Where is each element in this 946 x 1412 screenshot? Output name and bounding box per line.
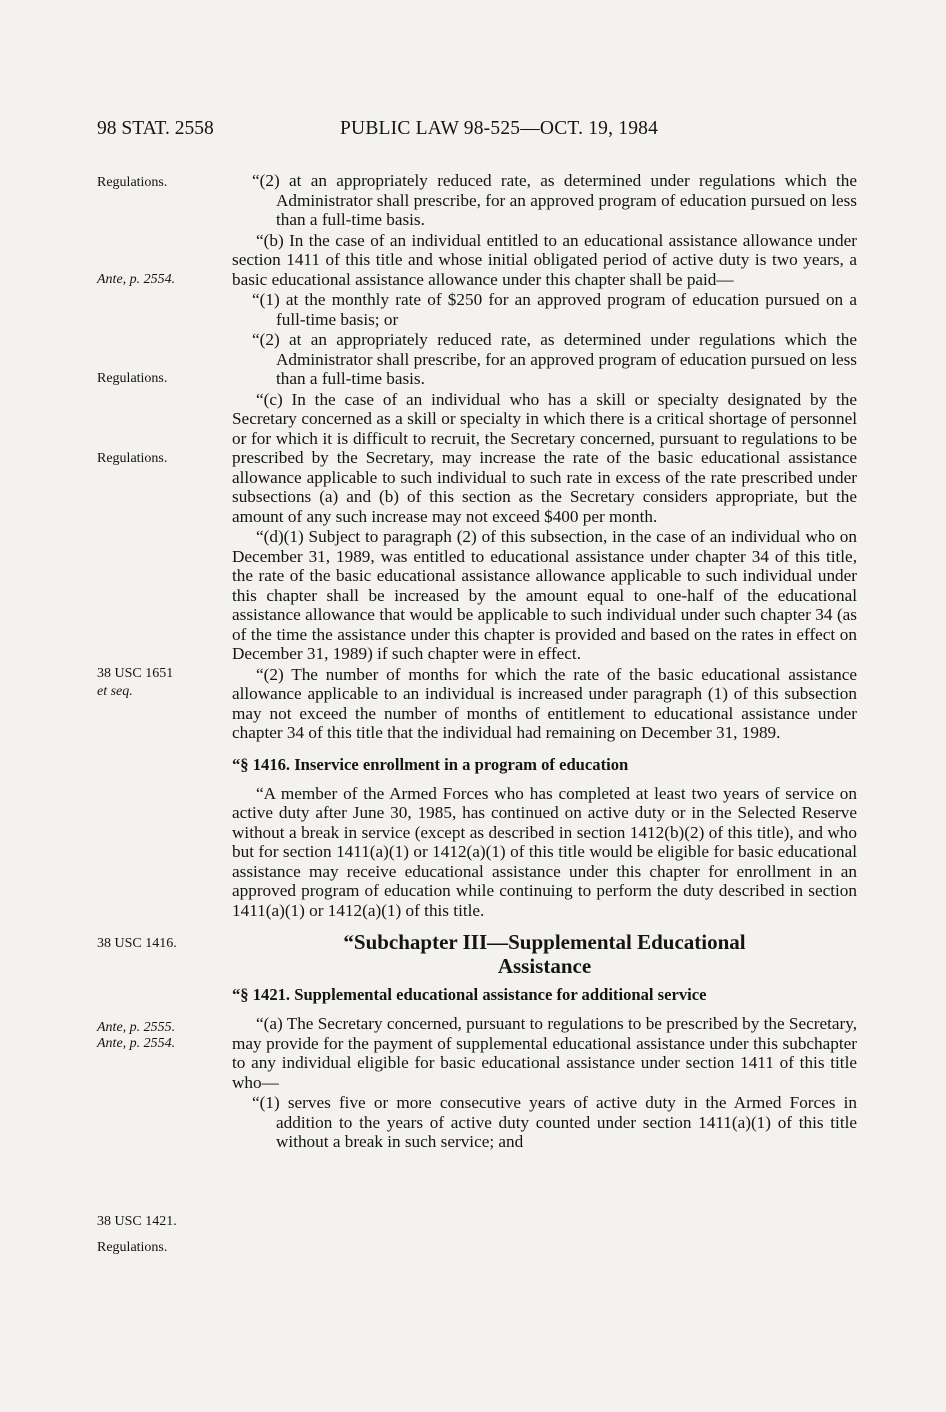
margin-note-et-seq: et seq.	[97, 684, 133, 699]
section-1421-heading: “§ 1421. Supplemental educational assistance for additional service	[232, 985, 707, 1004]
paragraph-d1: “(d)(1) Subject to paragraph (2) of this subsection, in the case of an individual who on December 31, 1989, was entitled to educational assistance under chapter 34 of this title, the rate of the basic educational assistance allowance applicable to such individual under this chapter shall be increased by the amount equal to one-half of the educational assistance allowance that would be applicable to such individual under such chapter 34 (as of the time the assistance under this chapter is provided and based on the rates in effect on December 31, 1989) if such chapter were in effect.	[232, 527, 857, 663]
margin-note-ante-2554: Ante, p. 2554.	[97, 272, 176, 287]
margin-note-regulations: Regulations.	[97, 175, 168, 190]
margin-note-38-usc-1421: 38 USC 1421.	[97, 1214, 177, 1229]
margin-note-regulations: Regulations.	[97, 451, 168, 466]
margin-note-ante-2554: Ante, p. 2554.	[97, 1036, 176, 1051]
law-title: PUBLIC LAW 98-525—OCT. 19, 1984	[340, 118, 659, 139]
paragraph-b2: “(2) at an appropriately reduced rate, as determined under regulations which the Administrator shall prescribe, for an approved program of education pursued on less than a full-time basis.	[252, 330, 857, 388]
margin-note-38-usc-1416: 38 USC 1416.	[97, 936, 177, 951]
paragraph-1416: “A member of the Armed Forces who has completed at least two years of service on active duty after June 30, 1985, has continued on active duty or in the Selected Reserve without a break in service (except as described in section 1412(b)(2) of this title), and who but for section 1411(a)(1) or 1412(a)(1) of this title would be eligible for basic educational assistance may receive educational assistance under this chapter for enrollment in an approved program of education while continuing to perform the duty described in section 1411(a)(1) or 1412(a)(1) of this title.	[232, 783, 857, 920]
paragraph-c: “(c) In the case of an individual who has a skill or specialty designated by the Secretary concerned as a skill or specialty in which there is a critical shortage of personnel or for which it is difficult to recruit, the Secretary concerned, pursuant to regulations to be prescribed by the Secretary, may increase the rate of the basic educational assistance allowance applicable to such individual to such rate in excess of the rate prescribed under subsections (a) and (b) of this section as the Secretary considers appropriate, but the amount of any such increase may not exceed $400 per month.	[232, 389, 857, 526]
margin-note-regulations: Regulations.	[97, 371, 168, 386]
paragraph-b: “(b) In the case of an individual entitled to an educational assistance allowance under section 1411 of this title and whose initial obligated period of active duty is two years, a basic educational assistance allowance under this chapter shall be paid—	[232, 230, 857, 289]
section-1416-heading: “§ 1416. Inservice enrollment in a program of education	[232, 754, 629, 774]
paragraph-a2: “(2) at an appropriately reduced rate, as determined under regulations which the Administrator shall prescribe, for an approved program of education pursued on less than a full-time basis.	[252, 171, 857, 229]
margin-note-38-usc-1651: 38 USC 1651	[97, 666, 174, 681]
page-header	[97, 118, 857, 148]
paragraph-b1: “(1) at the monthly rate of $250 for an approved program of education pursued on a full-time basis; or	[252, 290, 857, 329]
paragraph-1421a: “(a) The Secretary concerned, pursuant to regulations to be prescribed by the Secretary, may provide for the payment of supplemental educational assistance under this subchapter to any individual eligible for basic educational assistance under section 1411 of this title who—	[232, 1014, 857, 1092]
margin-note-ante-2555: Ante, p. 2555.	[97, 1020, 176, 1035]
subchapter-title-line1: “Subchapter III—Supplemental Educational	[343, 930, 746, 954]
subchapter-title-line2: Assistance	[497, 954, 592, 978]
statute-page-number: 98 STAT. 2558	[97, 118, 214, 139]
subchapter-heading	[232, 930, 857, 978]
main-text	[232, 171, 857, 1153]
margin-note-regulations: Regulations.	[97, 1240, 168, 1255]
paragraph-1421a1: “(1) serves five or more consecutive years of active duty in the Armed Forces in addition to the years of active duty counted under section 1411(a)(1) of this title without a break in such service; and	[252, 1093, 857, 1151]
paragraph-d2: “(2) The number of months for which the rate of the basic educational assistance allowance applicable to an individual is increased under paragraph (1) of this subsection may not exceed the number of months of entitlement to educational assistance under chapter 34 of this title that the individual had remaining on December 31, 1989.	[232, 664, 857, 742]
